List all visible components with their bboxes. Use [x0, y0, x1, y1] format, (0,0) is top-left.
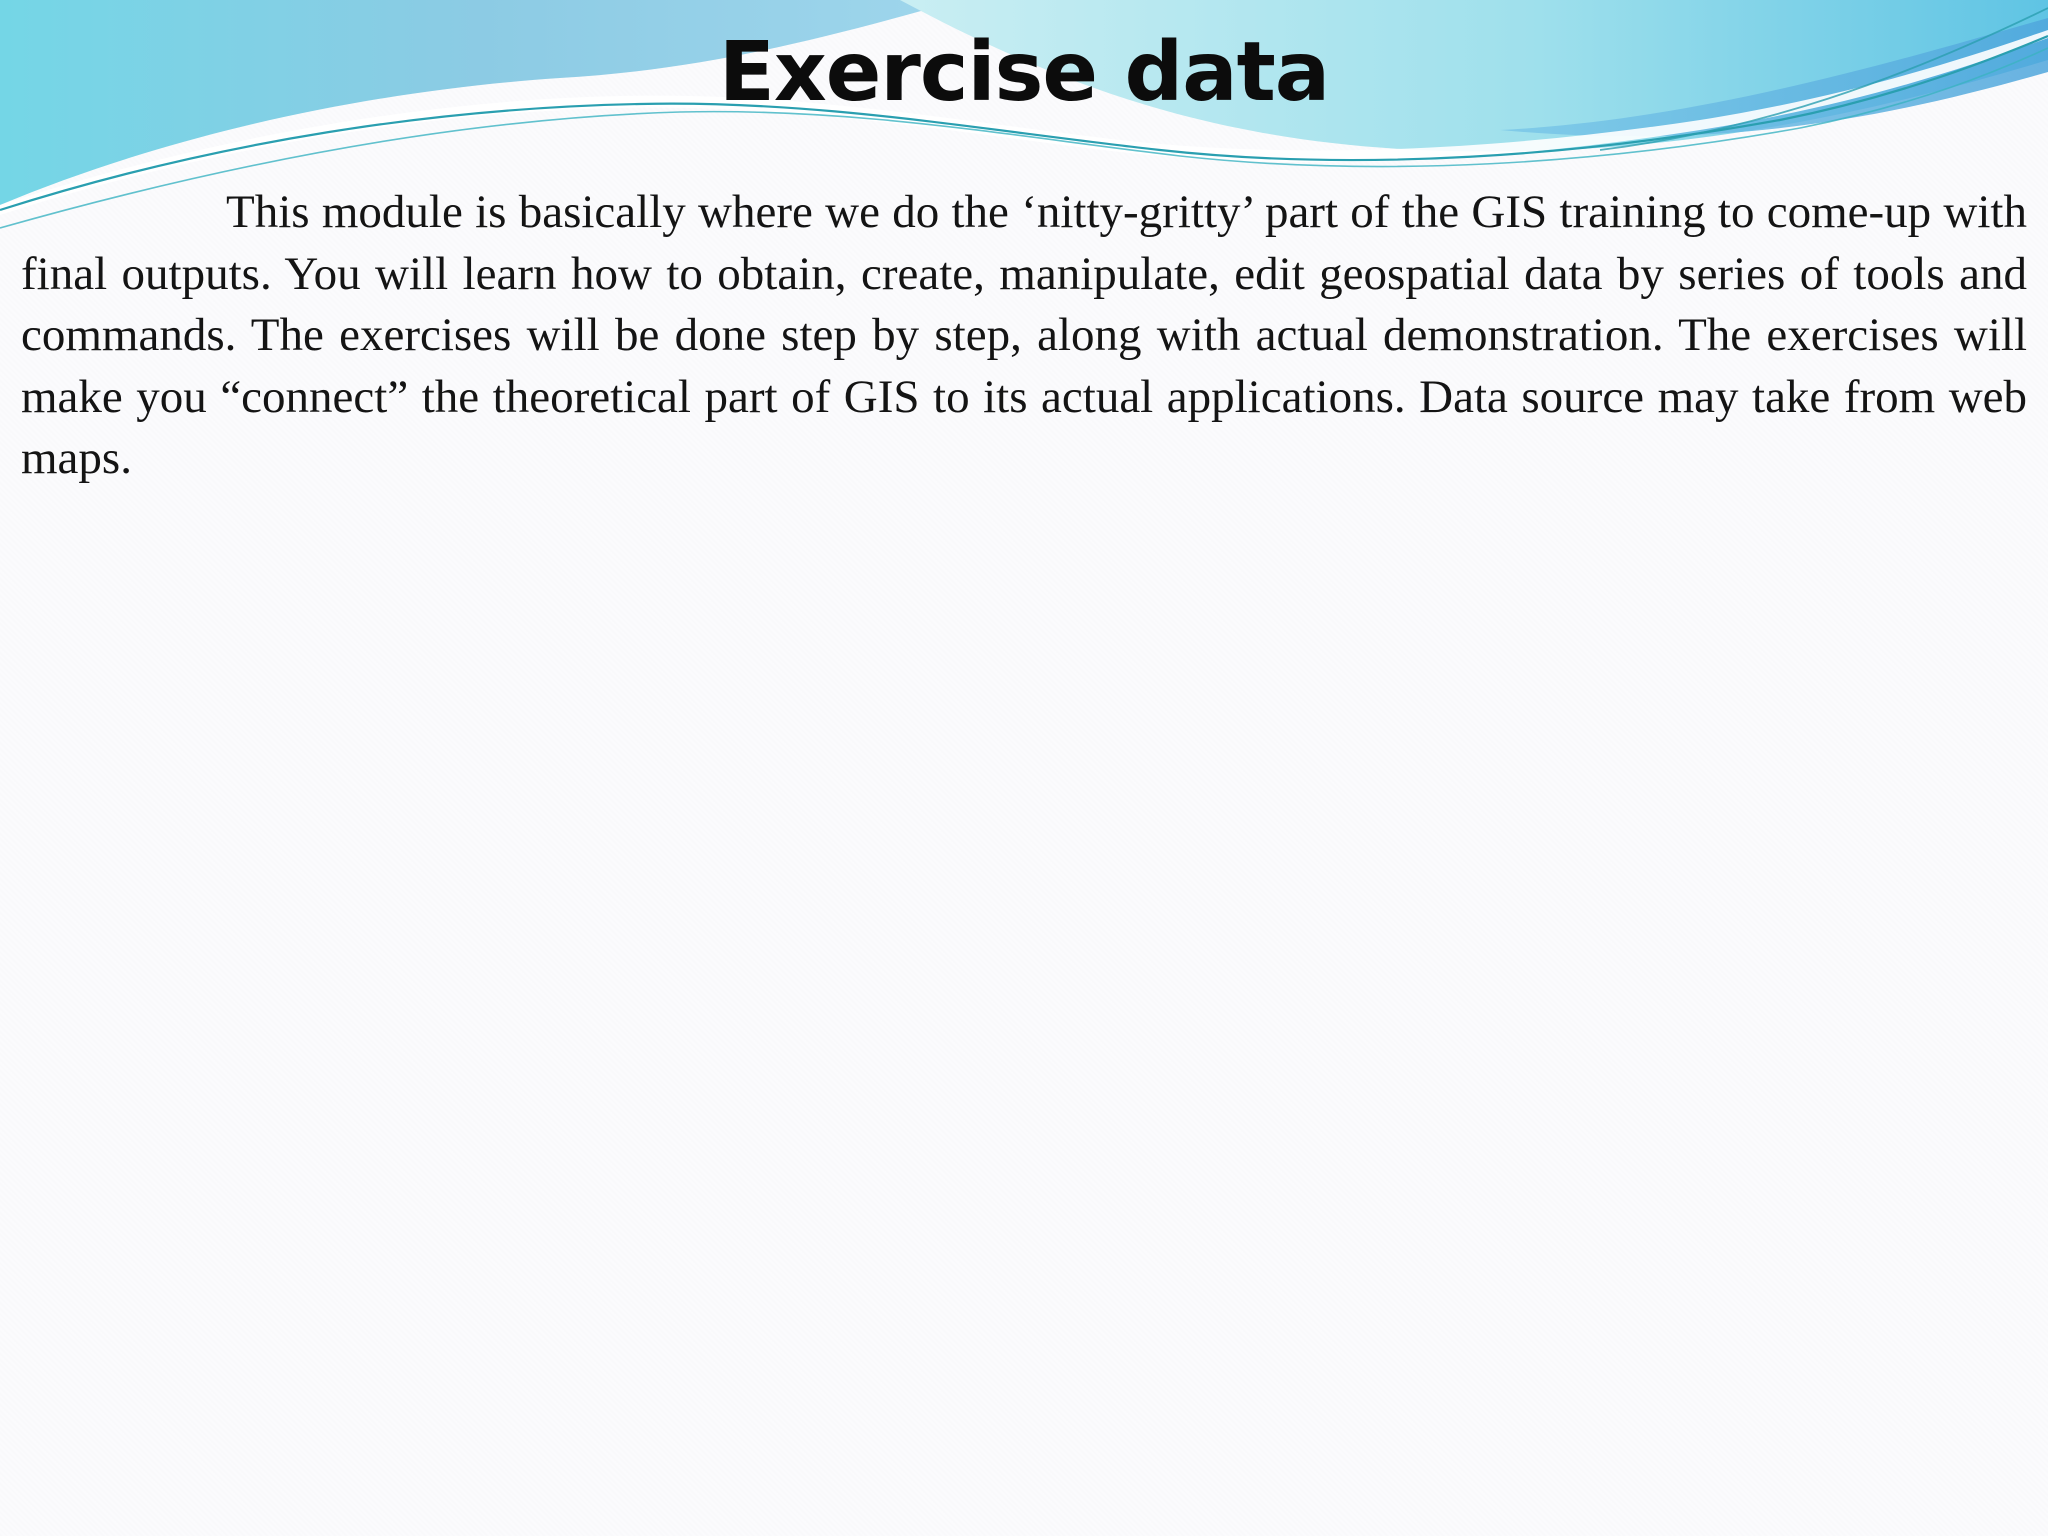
slide-title: Exercise data	[718, 25, 1330, 120]
slide-body-paragraph: This module is basically where we do the ‘nitty-gritty’ part of the GIS training to come-up with final outputs. You will learn how to obtain, create, manipulate, edit geospatial data by series of tools and commands. The exercises will be done step by step, along with actual demonstration. The exercises will make you “connect” the theoretical part of GIS to its actual applications. Data source may take from web maps.	[21, 186, 2027, 484]
